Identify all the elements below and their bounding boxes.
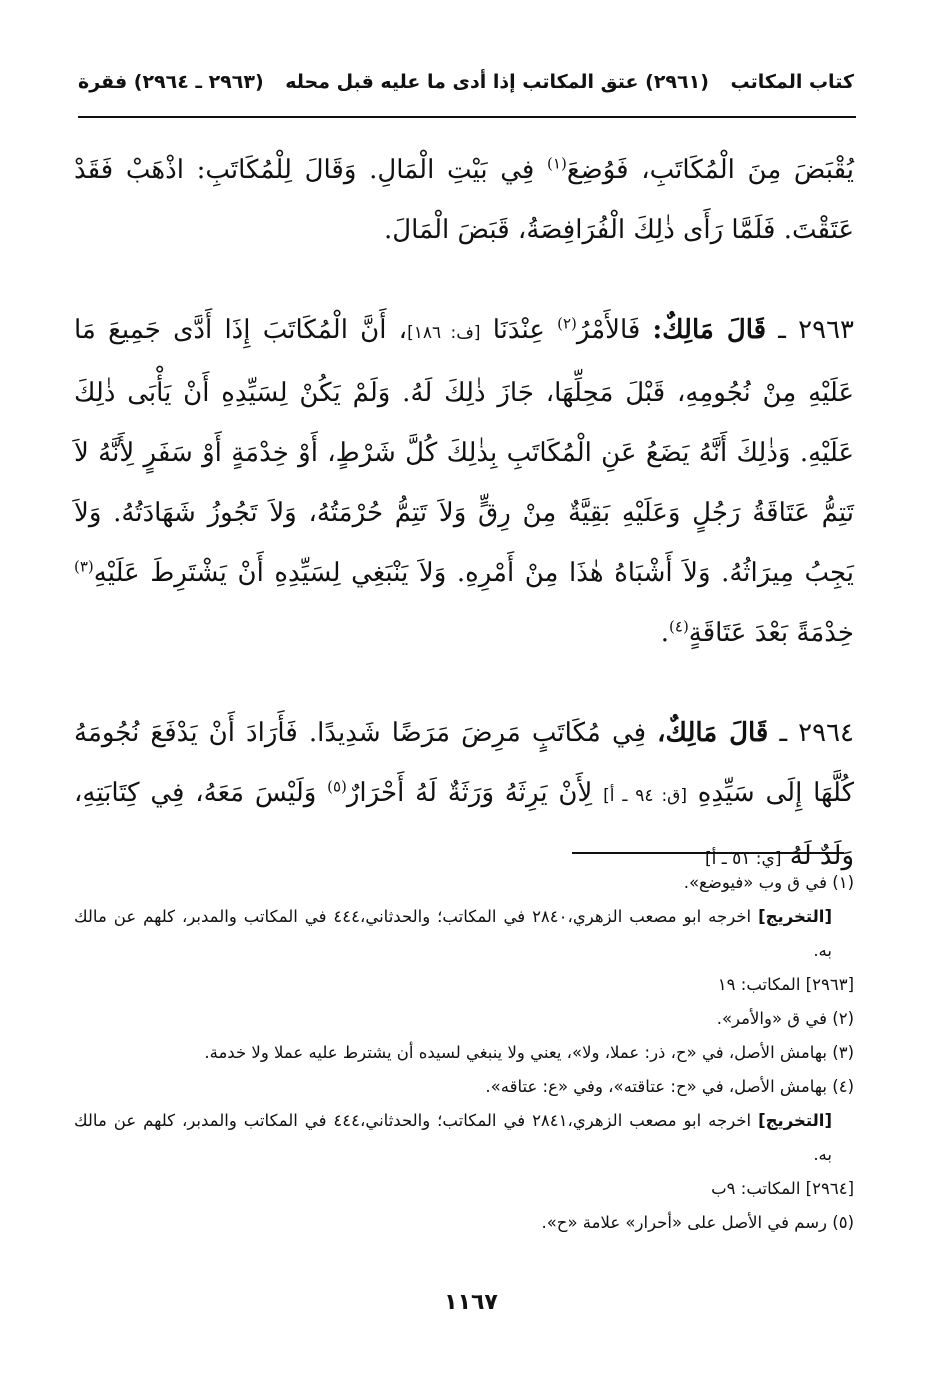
footnotes: [74, 866, 854, 1240]
continuation-paragraph: [74, 140, 854, 260]
speaker: قَالَ مَالِكٌ،: [657, 718, 769, 748]
footnote-2: (٢) في ق «والأمر».: [716, 1009, 854, 1028]
text-segment: .: [660, 618, 670, 648]
text-segment: يُقْبَضَ مِنَ الْمُكَاتَبِ، فَوُضِعَ: [566, 155, 854, 185]
footnote-ref-4[interactable]: (٤): [669, 617, 689, 636]
footnote-divider: [572, 852, 844, 854]
text-segment: وَلَيْسَ مَعَهُ، فِي كِتَابَتِهِ، وَلَدٌ لَهُ: [74, 778, 854, 871]
takhrij-2964: [74, 1104, 854, 1172]
text-segment: فَالأَمْرُ: [576, 315, 653, 345]
header-section-title: (٢٩٦١) عتق المكاتب إذا أدى ما عليه قبل محله: [285, 71, 709, 93]
takhrij-2963: [74, 900, 854, 968]
reference-2964: [٢٩٦٤] المكاتب: ٩ب: [711, 1179, 854, 1198]
paragraph-2964: [74, 703, 854, 889]
footnote-5: (٥) رسم في الأصل على «أحرار» علامة «ح».: [541, 1213, 854, 1232]
takhrij-label: [التخريج]: [758, 1111, 832, 1130]
folio-marker: [ي: ٥١ ـ أ]: [704, 849, 782, 869]
reference-2963: [٢٩٦٣] المكاتب: ١٩: [717, 975, 854, 994]
running-header: [78, 62, 854, 102]
footnote-ref-5[interactable]: (٥): [327, 777, 347, 796]
paragraph-number: ٢٩٦٣ ـ: [778, 315, 854, 345]
paragraph-2963: [74, 300, 854, 663]
header-paragraph-range: (٢٩٦٣ ـ ٢٩٦٤) فقرة: [78, 71, 264, 93]
folio-marker: [ق: ٩٤ ـ أ]: [603, 786, 688, 806]
text-segment: لِأَنْ يَرِثَهُ وَرَثَةٌ لَهُ أَحْرَارٌ: [346, 778, 604, 808]
header-book-title: كتاب المكاتب: [730, 71, 854, 93]
page-number: ١١٦٧: [444, 1290, 498, 1315]
text-segment: خِدْمَةً بَعْدَ عَتَاقَةٍ: [688, 618, 854, 648]
takhrij-text: اخرجه ابو مصعب الزهري،٢٨٤٠ في المكاتب؛ والحدثاني،٤٤٤ في المكاتب والمدبر، كلهم عن مالك به.: [74, 907, 832, 960]
footnote-1: (١) في ق وب «فيوضع».: [683, 873, 854, 892]
text-segment: ، أَنَّ الْمُكَاتَبَ إِذَا أَدَّى جَمِيعَ مَا عَلَيْهِ مِنْ نُجُومِهِ، قَبْلَ مَحِلِّهَا، جَازَ ذٰلِكَ لَهُ. وَلَمْ يَكُنْ لِسَيِّدِهِ أَنْ يَأْبَى ذٰلِكَ عَلَيْهِ. وَذٰلِكَ أَنَّهُ يَضَعُ عَنِ الْمُكَاتَبِ بِذٰلِكَ كُلَّ شَرْطٍ، أَوْ خِدْمَةٍ أَوْ سَفَرٍ لِأَنَّهُ لاَ تَتِمُّ عَتَاقَةُ رَجُلٍ وَعَلَيْهِ بَقِيَّةٌ مِنْ رِقٍّ وَلاَ تَتِمُّ حُرْمَتُهُ، وَلاَ تَجُوزُ شَهَادَتُهُ. وَلاَ يَجِبُ مِيرَاثُهُ. وَلاَ أَشْبَاهُ هٰذَا مِنْ أَمْرِهِ. وَلاَ يَنْبَغِي لِسَيِّدِهِ أَنْ يَشْتَرِطَ عَلَيْهِ: [74, 315, 854, 588]
text-segment: فِي بَيْتِ الْمَالِ. وَقَالَ لِلْمُكَاتَبِ: اذْهَبْ فَقَدْ عَتَقْتَ. فَلَمَّا رَأَى ذٰلِكَ الْفُرَافِصَةُ، قَبَضَ الْمَالَ.: [74, 155, 854, 245]
footnote-3: (٣) بهامش الأصل، في «ح، ذر: عملا، ولا»، يعني ولا ينبغي لسيده أن يشترط عليه عملا ولا خدمة.: [204, 1043, 854, 1062]
main-text: [74, 140, 854, 889]
header-divider: [78, 116, 856, 118]
footnote-ref-2[interactable]: (٢): [557, 314, 577, 333]
text-segment: عِنْدَنَا: [480, 315, 558, 345]
footnote-4: (٤) بهامش الأصل، في «ح: عتاقته»، وفي «ع: عتاقه».: [485, 1077, 854, 1096]
text-segment: فِي مُكَاتَبٍ مَرِضَ مَرَضًا شَدِيدًا. فَأَرَادَ أَنْ يَدْفَعَ نُجُومَهُ كُلَّهَا إِلَى سَيِّدِهِ: [74, 718, 854, 808]
folio-marker: [ف: ١٨٦]: [407, 323, 481, 343]
takhrij-label: [التخريج]: [758, 907, 832, 926]
footnote-ref-3[interactable]: (٣): [74, 557, 94, 576]
speaker: قَالَ مَالِكٌ:: [652, 315, 767, 345]
paragraph-number: ٢٩٦٤ ـ: [779, 718, 855, 748]
takhrij-text: اخرجه ابو مصعب الزهري،٢٨٤١ في المكاتب؛ والحدثاني،٤٤٤ في المكاتب والمدبر، كلهم عن مالك به.: [74, 1111, 832, 1164]
footnote-ref-1[interactable]: (١): [547, 154, 567, 173]
